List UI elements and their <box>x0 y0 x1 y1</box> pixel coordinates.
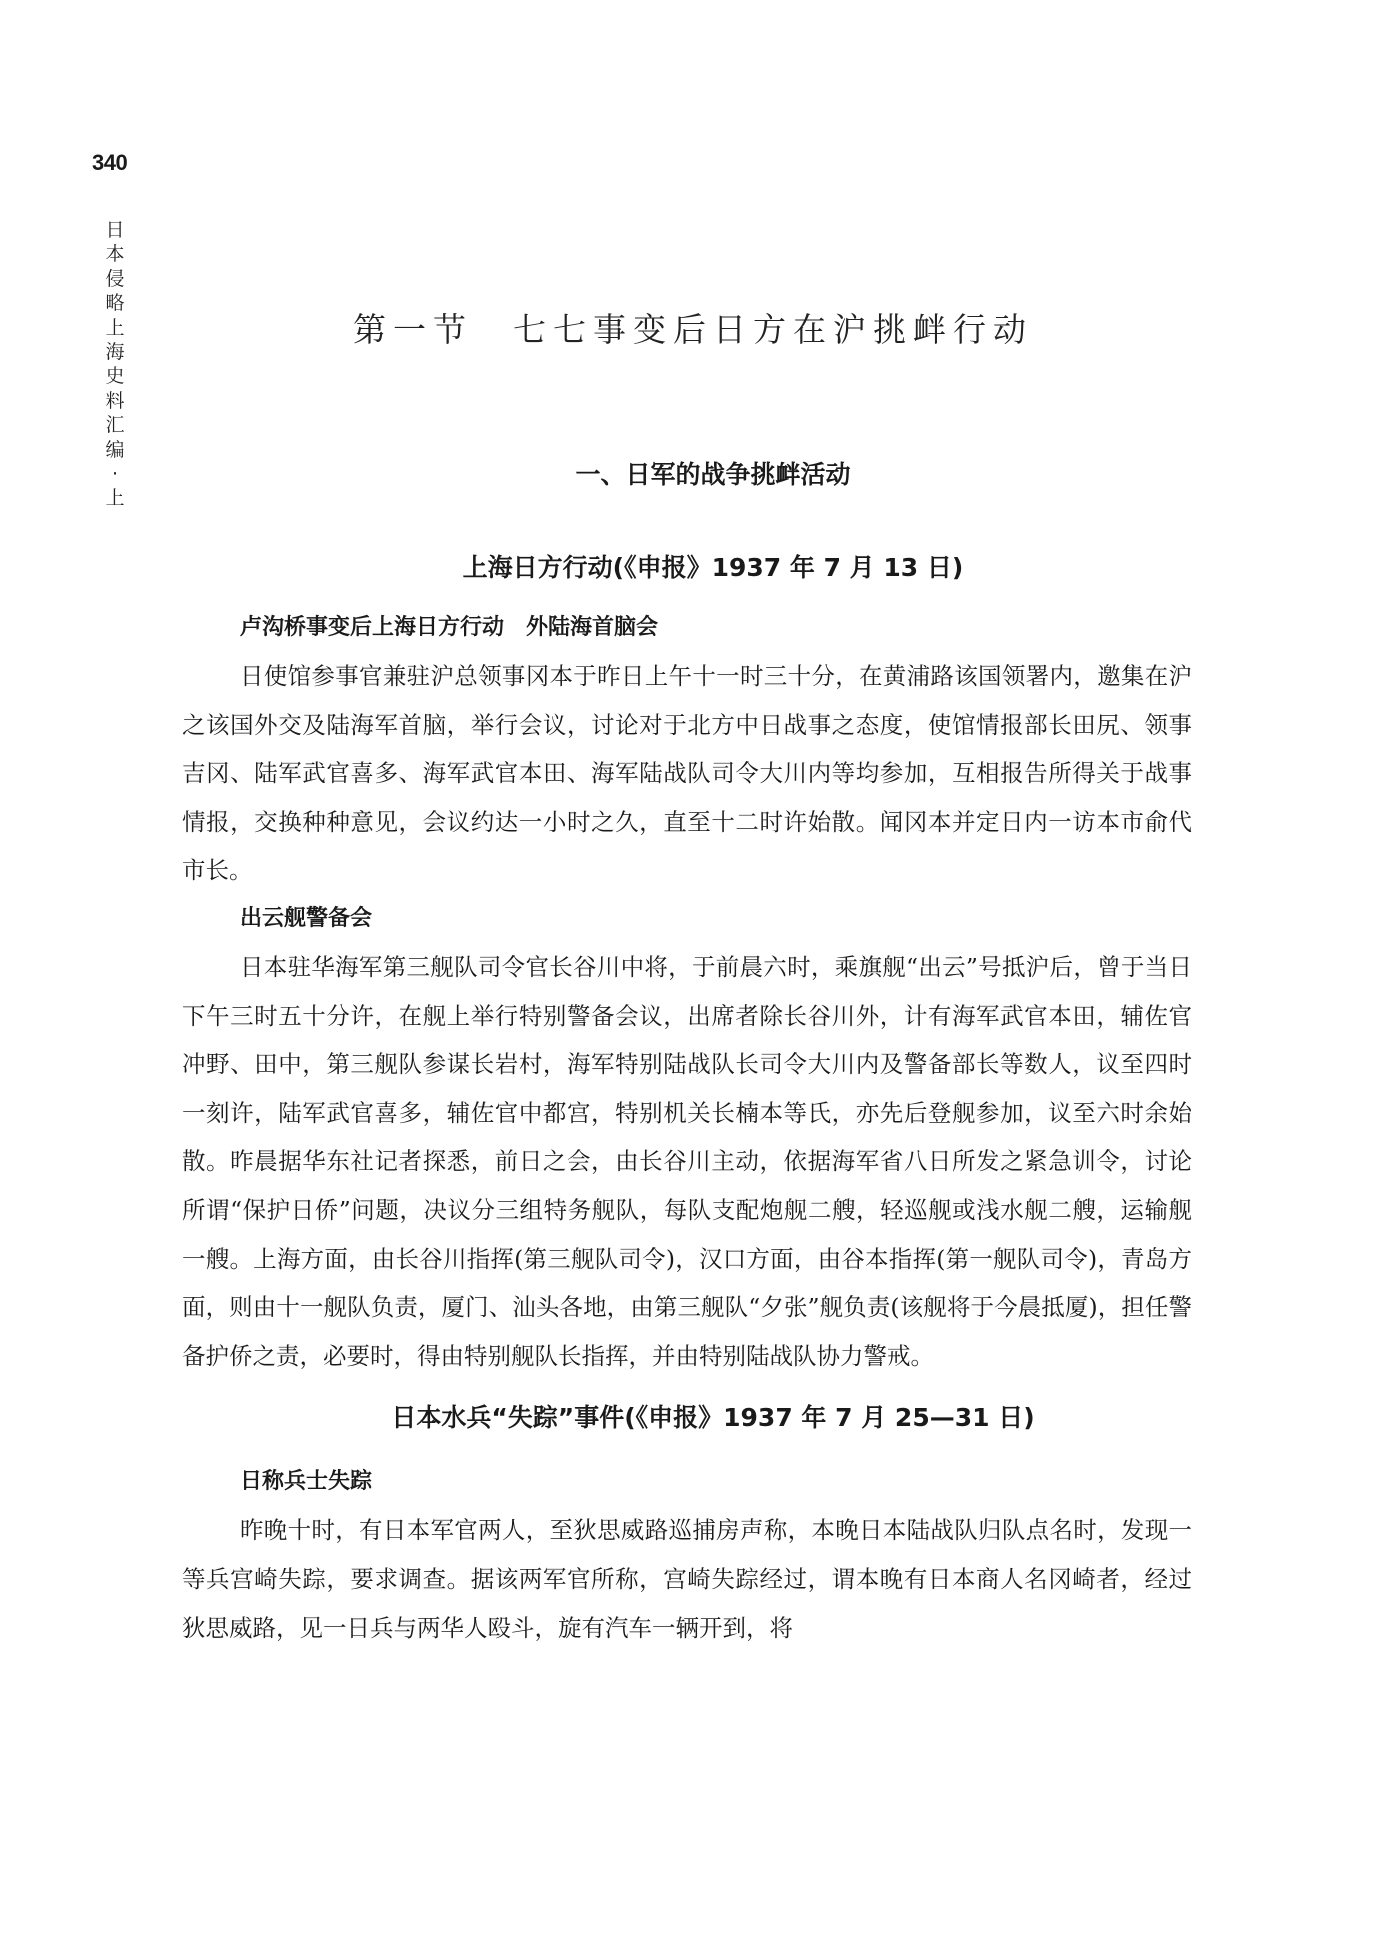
article-title: 上海日方行动(《申报》1937 年 7 月 13 日) <box>462 553 964 582</box>
article-heading: 日称兵士失踪 <box>240 1469 373 1495</box>
article-paragraph: 日使馆参事官兼驻沪总领事冈本于昨日上午十一时三十分，在黄浦路该国领署内，邀集在沪之该国外交及陆海军首脑，举行会议，讨论对于北方中日战事之态度，使馆情报部长田尻、领事吉冈、陆军武官喜多、海军武官本田、海军陆战队司令大川内等均参加，互相报告所得关于战事情报，交换种种意见，会议约达一小时之久，直至十二时许始散。闻冈本并定日内一访本市俞代市长。 <box>182 662 1192 885</box>
running-head: 日本侵略上海史料汇编·上 <box>105 219 125 510</box>
section-name: 七七事变后日方在沪挑衅行动 <box>513 310 1033 349</box>
article-heading: 出云舰警备会 <box>240 905 373 931</box>
section-number: 第一节 <box>353 310 473 349</box>
article-heading: 卢沟桥事变后上海日方行动 外陆海首脑会 <box>240 615 659 640</box>
body-content <box>182 550 1192 1652</box>
subsection-title: 一、日军的战争挑衅活动 <box>575 460 851 489</box>
article-paragraph: 昨晚十时，有日本军官两人，至狄思威路巡捕房声称，本晚日本陆战队归队点名时，发现一等兵宫崎失踪，要求调查。据该两军官所称，宫崎失踪经过，谓本晚有日本商人名冈崎者，经过狄思威路，见一日兵与两华人殴斗，旋有汽车一辆开到，将 <box>182 1516 1192 1642</box>
article-paragraph: 日本驻华海军第三舰队司令官长谷川中将，于前晨六时，乘旗舰“出云”号抵沪后，曾于当日下午三时五十分许，在舰上举行特别警备会议，出席者除长谷川外，计有海军武官本田，辅佐官冲野、田中，第三舰队参谋长岩村，海军特别陆战队长司令大川内及警备部长等数人，议至四时一刻许，陆军武官喜多，辅佐官中都宫，特别机关长楠本等氏，亦先后登舰参加，议至六时余始散。昨晨据华东社记者探悉，前日之会，由长谷川主动，依据海军省八日所发之紧急训令，讨论所谓“保护日侨”问题，决议分三组特务舰队，每队支配炮舰二艘，轻巡舰或浅水舰二艘，运输舰一艘。上海方面，由长谷川指挥(第三舰队司令)，汉口方面，由谷本指挥(第一舰队司令)，青岛方面，则由十一舰队负责，厦门、汕头各地，由第三舰队“夕张”舰负责(该舰将于今晨抵厦)，担任警备护侨之责，必要时，得由特别舰队长指挥，并由特别陆战队协力警戒。 <box>182 952 1192 1370</box>
page-number: 340 <box>92 150 128 175</box>
article-title: 日本水兵“失踪”事件(《申报》1937 年 7 月 25—31 日) <box>391 1403 1035 1433</box>
section-title <box>0 304 1386 351</box>
